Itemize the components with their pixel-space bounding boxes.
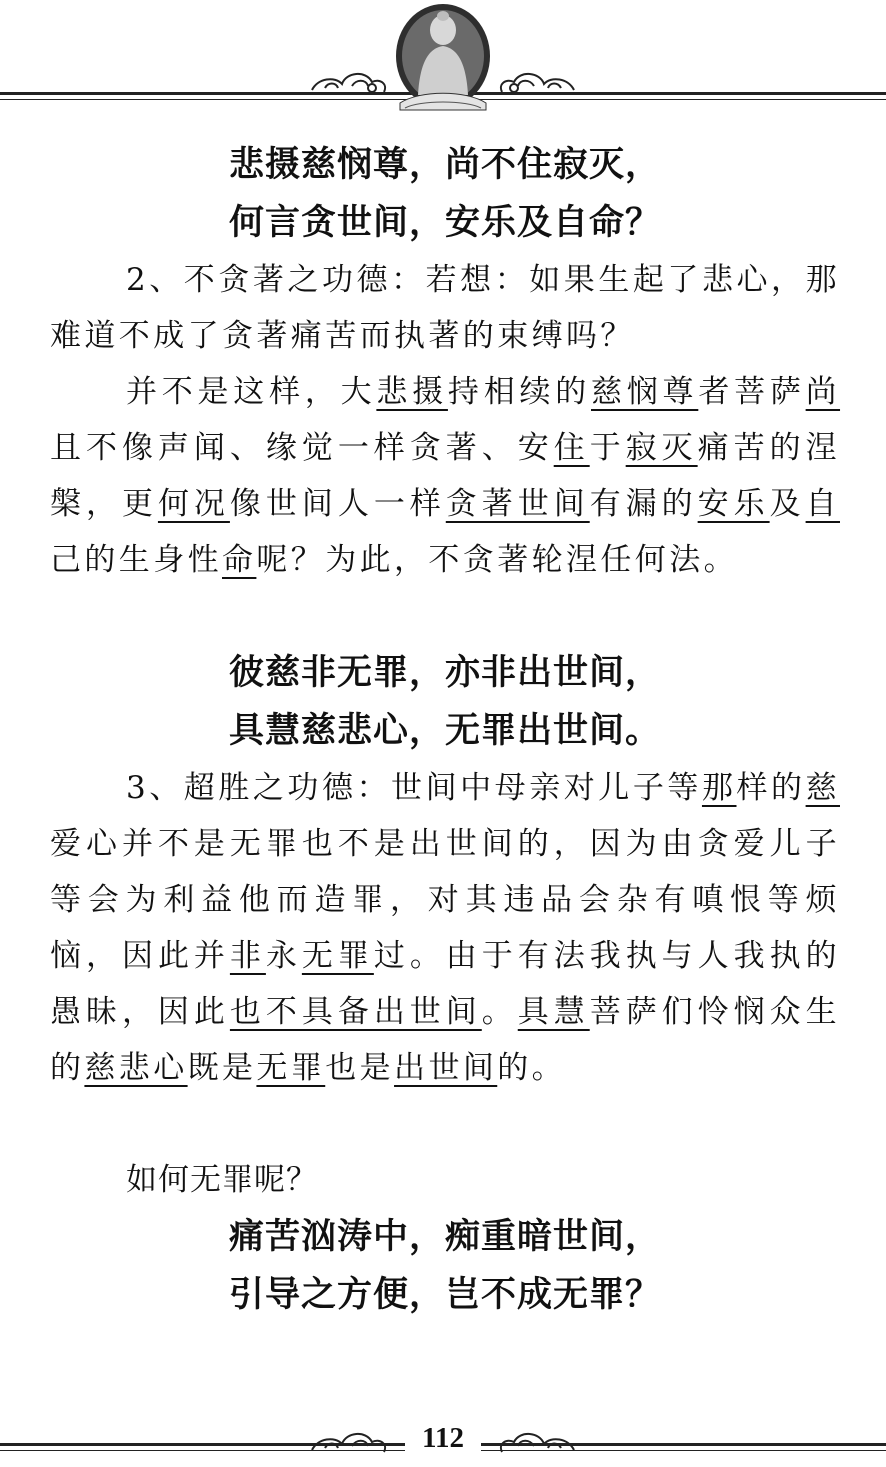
section-gap xyxy=(50,588,840,644)
text-span: 永 xyxy=(265,938,302,974)
text-span: 持相续的 xyxy=(447,374,591,410)
buddha-image-icon xyxy=(396,4,490,110)
underlined-term: 慈 xyxy=(805,770,840,806)
text-span: 样的 xyxy=(736,770,806,806)
underlined-term: 尚 xyxy=(805,374,841,410)
text-span: 。 xyxy=(481,994,518,1030)
underlined-term: 具慧 xyxy=(517,994,590,1030)
paragraph-superiority xyxy=(50,760,840,1096)
text-span: 既是 xyxy=(187,1050,257,1086)
underlined-term: 贪著世间 xyxy=(445,486,590,522)
verse-line: 彼慈非无罪，亦非出世间， xyxy=(228,653,661,693)
underlined-term: 何况 xyxy=(157,486,230,522)
text-span: 像世间人一样 xyxy=(229,486,446,522)
question-line: 如何无罪呢？ xyxy=(126,1162,318,1198)
text-span: 痛苦的涅槃，更 xyxy=(50,430,840,522)
underlined-term: 慈悲心 xyxy=(84,1050,188,1086)
verse-line: 痛苦汹涛中，痴重暗世间， xyxy=(228,1217,661,1257)
text-span: 及 xyxy=(769,486,806,522)
underlined-term: 慈悯尊 xyxy=(591,374,699,410)
text-span: 并不是这样，大 xyxy=(126,374,377,410)
text-span: 有漏的 xyxy=(589,486,698,522)
underlined-term: 命 xyxy=(222,542,257,578)
underlined-term: 那 xyxy=(701,770,737,806)
verse-line: 悲摄慈悯尊，尚不住寂灭， xyxy=(228,145,661,185)
text-span: 菩萨们怜悯众生的 xyxy=(50,994,840,1086)
cloud-ornament-right-icon xyxy=(501,74,574,92)
page-number: 112 xyxy=(422,1422,464,1454)
text-span: 于 xyxy=(589,430,626,466)
underlined-term: 出世间 xyxy=(394,1050,498,1086)
verse-line: 何言贪世间，安乐及自命？ xyxy=(228,203,661,243)
page-content xyxy=(50,136,840,1324)
text-span: 且不像声闻、缘觉一样贪著、安 xyxy=(50,430,554,466)
text-span: 过。由于有法我执与人我执的愚昧，因此 xyxy=(50,938,840,1030)
page-header xyxy=(0,0,886,115)
underlined-term: 非 xyxy=(229,938,266,974)
text-span: 的。 xyxy=(497,1050,567,1086)
section-gap xyxy=(50,1096,840,1152)
text-span: 也是 xyxy=(325,1050,395,1086)
underlined-term: 无罪 xyxy=(301,938,374,974)
cloud-ornament-left-icon xyxy=(312,74,385,92)
underlined-term: 安乐 xyxy=(697,486,770,522)
paragraph-nongrasping: 2、不贪著之功德：若想：如果生起了悲心，那难道不成了贪著痛苦而执著的束缚吗？ xyxy=(50,262,840,354)
header-ornaments xyxy=(0,0,886,115)
text-span: 爱心并不是无罪也不是出世间的，因为由贪爱儿子等会为利益他而造罪，对其违品会杂有嗔恨等烦恼，因此并 xyxy=(50,826,840,974)
underlined-term: 寂灭 xyxy=(625,430,698,466)
underlined-term: 悲摄 xyxy=(376,374,448,410)
underlined-term: 也不具备出世间 xyxy=(229,994,482,1030)
paragraph-explanation-1 xyxy=(50,364,840,588)
verse-line: 引导之方便，岂不成无罪？ xyxy=(228,1275,661,1315)
verse-line: 具慧慈悲心，无罪出世间。 xyxy=(228,711,661,751)
text-span: 3、超胜之功德：世间中母亲对儿子等 xyxy=(126,770,702,806)
text-span: 者菩萨 xyxy=(698,374,806,410)
text-span: 己的生身性 xyxy=(50,542,222,578)
text-span: 呢？为此，不贪著轮涅任何法。 xyxy=(256,542,739,578)
underlined-term: 住 xyxy=(553,430,590,466)
underlined-term: 自 xyxy=(805,486,840,522)
underlined-term: 无罪 xyxy=(256,1050,326,1086)
